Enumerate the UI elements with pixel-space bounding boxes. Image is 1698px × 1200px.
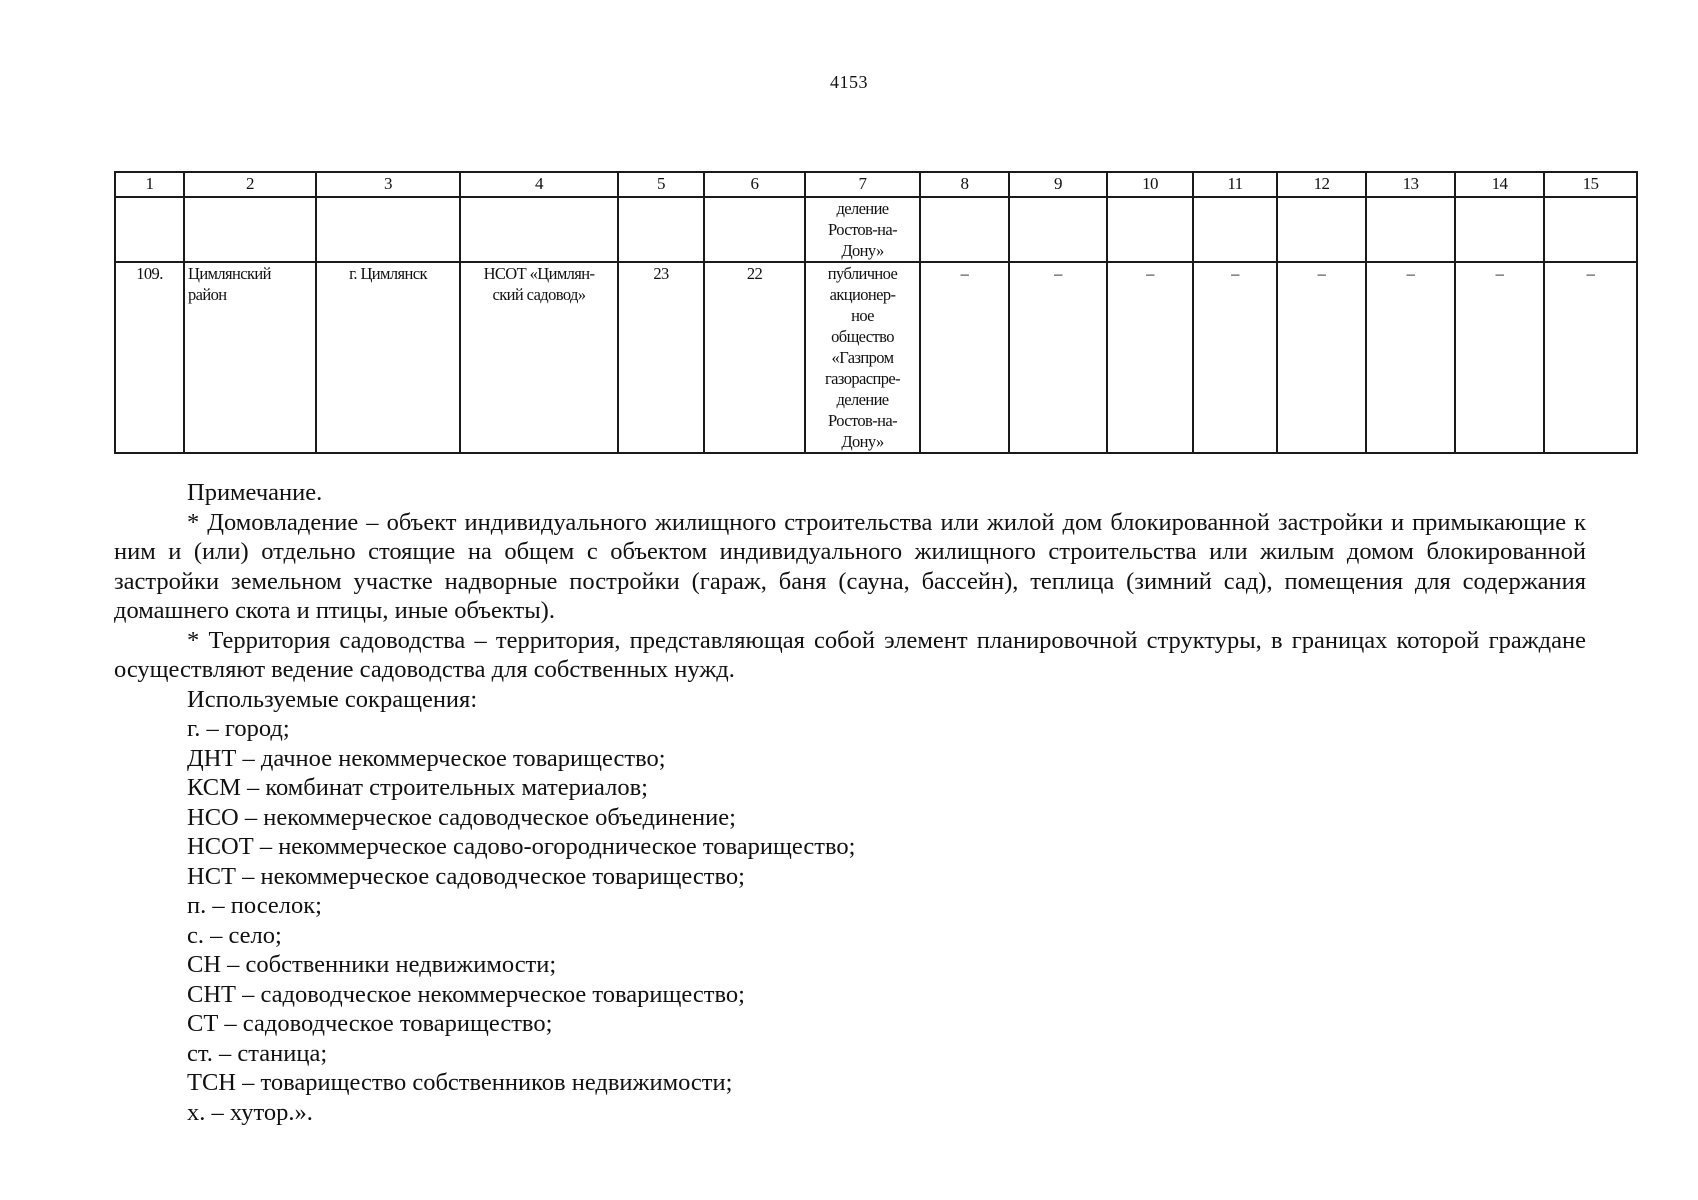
notes-section — [114, 478, 1586, 1127]
column-number-7: 7 — [805, 172, 920, 197]
empty-cell — [1009, 197, 1107, 262]
empty-cell — [704, 197, 805, 262]
abbreviation-item: ДНТ – дачное некоммерческое товарищество; — [187, 744, 666, 772]
dash-cell: – — [1009, 262, 1107, 453]
abbreviation-item: ТСН – товарищество собственников недвижимости; — [187, 1069, 733, 1096]
abbreviation-item: х. – хутор.». — [187, 1098, 313, 1126]
dash-cell: – — [1366, 262, 1455, 453]
abbreviation-item: НСТ – некоммерческое садоводческое товарищество; — [187, 862, 745, 890]
column-number-4: 4 — [460, 172, 618, 197]
column-number-11: 11 — [1193, 172, 1277, 197]
empty-cell — [1193, 197, 1277, 262]
abbreviation-item: НСО – некоммерческое садоводческое объединение; — [187, 803, 736, 831]
table-row-continuation — [115, 197, 1637, 262]
abbreviation-item: СН – собственники недвижимости; — [187, 951, 557, 978]
note-paragraph-household: * Домовладение – объект индивидуального жилищного строительства или жилой дом блокированной застройки и примыкающие к ним и (или) отдельно стоящие на общем с объектом индивидуального жилищного строительства или жилым домом блокированной застройки земельном участке надворные постройки (гараж, баня (сауна, бассейн), теплица (зимний сад), помещения для содержания домашнего скота и птицы, иные объекты). — [114, 508, 1586, 624]
abbreviation-item: СТ – садоводческое товарищество; — [187, 1010, 553, 1037]
dash-cell: – — [1107, 262, 1193, 453]
count-cell-6: 22 — [704, 262, 805, 453]
dash-cell: – — [1193, 262, 1277, 453]
column-number-6: 6 — [704, 172, 805, 197]
note-paragraph-gardening-territory: * Территория садоводства – территория, представляющая собой элемент планировочной структуры, в границах которой граждане осуществляют ведение садоводства для собственных нужд. — [114, 626, 1586, 683]
abbreviation-item: с. – село; — [187, 921, 282, 949]
empty-cell — [184, 197, 316, 262]
column-number-2: 2 — [184, 172, 316, 197]
table-row — [115, 262, 1637, 453]
column-number-8: 8 — [920, 172, 1009, 197]
abbreviation-item: СНТ – садоводческое некоммерческое товарищество; — [187, 980, 745, 1008]
dash-cell: – — [1455, 262, 1544, 453]
empty-cell — [1366, 197, 1455, 262]
column-number-9: 9 — [1009, 172, 1107, 197]
operator-cell: деление Ростов-на- Дону» — [805, 197, 920, 262]
abbreviation-item: НСОТ – некоммерческое садово-огородническое товарищество; — [187, 833, 856, 860]
notes-heading: Примечание. — [187, 479, 323, 506]
dash-cell: – — [1277, 262, 1366, 453]
empty-cell — [618, 197, 704, 262]
empty-cell — [460, 197, 618, 262]
column-number-1: 1 — [115, 172, 184, 197]
empty-cell — [1277, 197, 1366, 262]
empty-cell — [1544, 197, 1637, 262]
empty-cell — [316, 197, 460, 262]
empty-cell — [920, 197, 1009, 262]
dash-cell: – — [920, 262, 1009, 453]
locality-cell: г. Цимлянск — [316, 262, 460, 453]
abbreviation-item: г. – город; — [187, 715, 290, 742]
empty-cell — [1107, 197, 1193, 262]
abbreviation-item: п. – поселок; — [187, 892, 322, 919]
page-number: 4153 — [830, 72, 868, 92]
column-number-12: 12 — [1277, 172, 1366, 197]
abbreviation-item: КСМ – комбинат строительных материалов; — [187, 774, 648, 801]
operator-cell: публичное акционер- ное общество «Газпром газораспре- деление Ростов-на- Дону» — [805, 262, 920, 453]
column-number-13: 13 — [1366, 172, 1455, 197]
abbreviations-heading: Используемые сокращения: — [187, 685, 478, 713]
empty-cell — [1455, 197, 1544, 262]
column-number-14: 14 — [1455, 172, 1544, 197]
column-number-10: 10 — [1107, 172, 1193, 197]
row-number-cell: 109. — [115, 262, 184, 453]
table-header-row — [115, 172, 1637, 197]
dash-cell: – — [1544, 262, 1637, 453]
column-number-15: 15 — [1544, 172, 1637, 197]
district-cell: Цимлянский район — [184, 262, 316, 453]
abbreviation-item: ст. – станица; — [187, 1039, 328, 1067]
registry-table — [114, 171, 1638, 454]
column-number-5: 5 — [618, 172, 704, 197]
count-cell-5: 23 — [618, 262, 704, 453]
empty-cell — [115, 197, 184, 262]
column-number-3: 3 — [316, 172, 460, 197]
organization-name-cell: НСОТ «Цимлян- ский садовод» — [460, 262, 618, 453]
